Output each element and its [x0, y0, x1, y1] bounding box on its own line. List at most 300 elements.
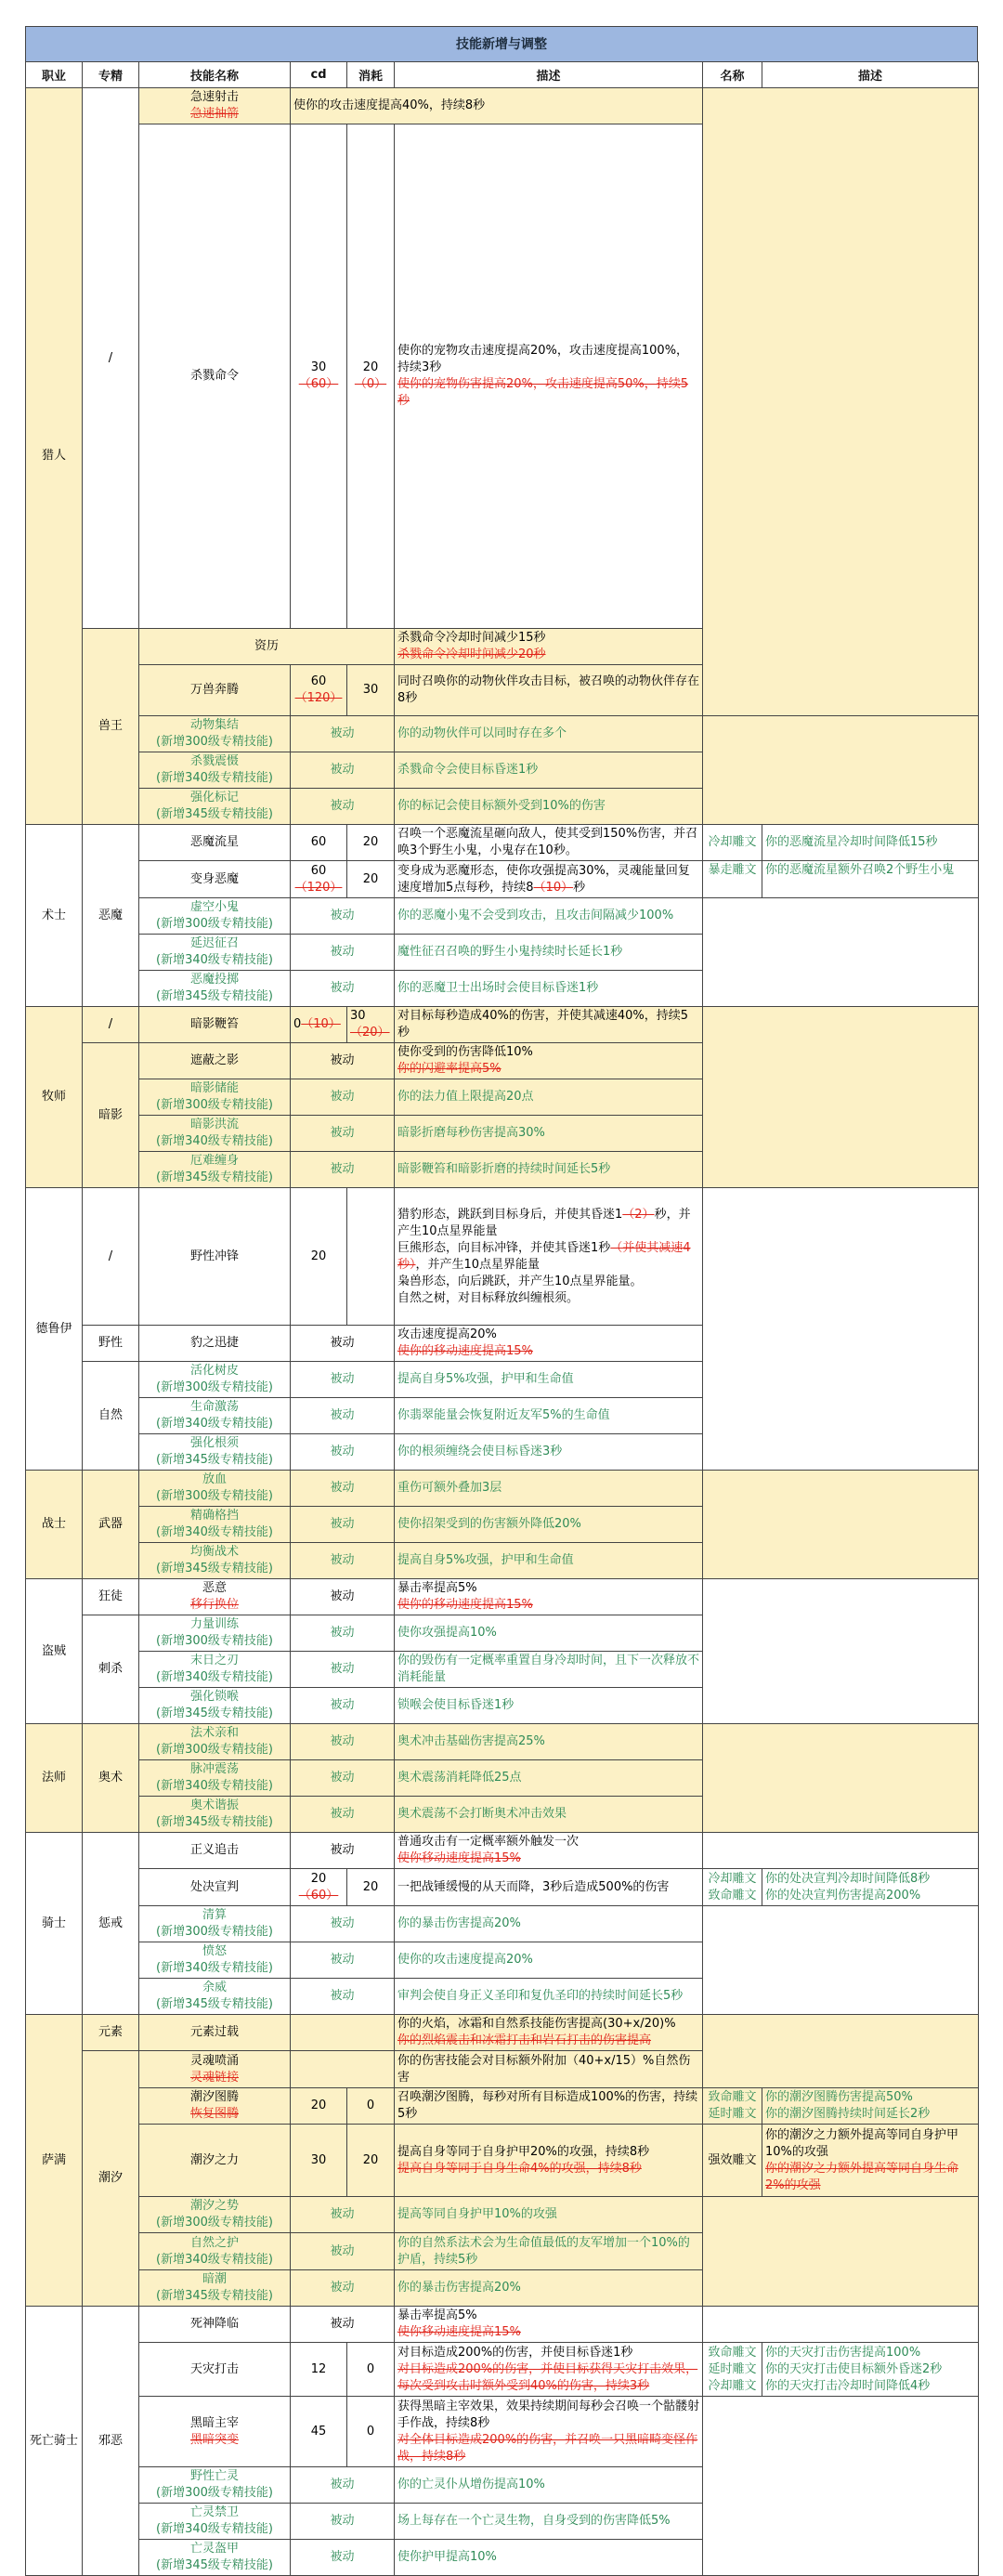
spec-cell: 邪恶 — [83, 2307, 139, 2576]
skill-name: 急速射击 — [189, 90, 239, 104]
cd-cell — [291, 665, 347, 716]
cost-cell — [347, 1188, 395, 1326]
skill-tag: (新增345级专精技能) — [156, 1815, 273, 1829]
glyph-name: 致命雕文 — [708, 2090, 757, 2104]
cd-old-value: （120） — [294, 880, 343, 895]
passive-cell: 被动 — [291, 2467, 395, 2504]
spec-cell: 惩戒 — [83, 1833, 139, 2015]
desc-text: 暴击率提高5% — [397, 2308, 477, 2322]
cd-cell — [291, 1007, 347, 1043]
desc-cell: 提高自身5%攻强，护甲和生命值 — [395, 1362, 703, 1398]
passive-cell: 被动 — [291, 935, 395, 971]
skill-name: 强化根须 — [189, 1436, 239, 1450]
passive-cell: 被动 — [291, 1543, 395, 1579]
desc-old-text: （2） — [622, 1207, 655, 1222]
skill-name-old: 移行换位 — [189, 1598, 239, 1612]
spec-cell: / — [83, 88, 139, 629]
skill-name-old: 恢复图腾 — [189, 2107, 239, 2121]
skill-cell — [139, 1942, 291, 1979]
skill-name: 清算 — [202, 1908, 227, 1922]
desc-cell — [395, 1579, 703, 1615]
passive-cell: 被动 — [291, 752, 395, 789]
skill-cell — [139, 752, 291, 789]
desc-cell: 同时召唤你的动物伙伴攻击目标，被召唤的动物伙伴存在8秒 — [395, 665, 703, 716]
spec-cell: 暗影 — [83, 1043, 139, 1188]
desc-old-text: （并使其减速4秒） — [397, 1240, 691, 1272]
skill-name: 活化树皮 — [189, 1364, 239, 1378]
desc-old-text: 你的烈焰震击和冰霜打击和岩石打击的伤害提高 — [397, 2033, 652, 2047]
skill-name: 暗潮 — [202, 2272, 227, 2286]
skill-name: 脉冲震荡 — [189, 1762, 239, 1776]
cd-cell: 20 — [291, 1188, 347, 1326]
skill-tag: (新增300级专精技能) — [156, 1634, 273, 1648]
desc-cell: 锁喉会使目标昏迷1秒 — [395, 1688, 703, 1724]
class-cell: 盗贼 — [26, 1579, 83, 1724]
passive-cell: 被动 — [291, 1152, 395, 1188]
skill-cell — [139, 1724, 291, 1760]
desc-line: 枭兽形态，向后跳跃，并产生10点星界能量。 — [397, 1274, 643, 1288]
spec-cell: 元素 — [83, 2015, 139, 2051]
skill-name: 厄难缠身 — [189, 1154, 239, 1168]
passive-cell: 被动 — [291, 2197, 395, 2233]
skill-name-old: 黑暗突变 — [189, 2432, 239, 2447]
desc-cell: 暗影鞭笞和暗影折磨的持续时间延长5秒 — [395, 1152, 703, 1188]
skill-cell — [139, 2233, 291, 2270]
header-class: 职业 — [26, 62, 83, 88]
desc-cell: 提高等同自身护甲10%的攻强 — [395, 2197, 703, 2233]
glyph-desc: 你的潮汐图腾持续时间延长2秒 — [765, 2107, 931, 2121]
cd-cell: 30 — [291, 2125, 347, 2197]
skill-name: 潮汐之势 — [189, 2199, 239, 2213]
spec-cell: 狂徒 — [83, 1579, 139, 1615]
desc-cell: 你的根须缠绕会使目标昏迷3秒 — [395, 1434, 703, 1471]
skill-cell — [139, 1979, 291, 2015]
header-cost: 消耗 — [347, 62, 395, 88]
glyph-name: 致命雕文 — [708, 2345, 757, 2360]
spec-cell: 恶魔 — [83, 825, 139, 1007]
skill-cell — [139, 2088, 291, 2125]
glyph-name: 致命雕文 — [708, 1888, 757, 1903]
glyph-name-cell — [703, 1869, 762, 1906]
desc-text: 使你的宠物攻击速度提高20%，攻击速度提高100%，持续3秒 — [397, 344, 689, 374]
skill-tag: (新增340级专精技能) — [156, 1134, 273, 1148]
empty-cell — [703, 2197, 979, 2307]
passive-cell: 被动 — [291, 2233, 395, 2270]
desc-cell — [395, 1188, 703, 1326]
empty-cell — [703, 898, 979, 1007]
passive-cell — [291, 2051, 395, 2088]
desc-cell — [395, 2125, 703, 2197]
desc-cell: 暗影折磨每秒伤害提高30% — [395, 1116, 703, 1152]
skill-tag: (新增345级专精技能) — [156, 1453, 273, 1467]
glyph-desc: 你的天灾打击使目标额外昏迷2秒 — [765, 2361, 943, 2376]
skill-cell — [139, 1760, 291, 1797]
glyph-name-cell — [703, 2088, 762, 2125]
desc-text: 提高自身等同于自身护甲20%的攻强，持续8秒 — [397, 2144, 650, 2159]
desc-line — [397, 1207, 699, 1240]
cost-value: 20 — [362, 360, 379, 374]
cost-cell: 30 — [347, 665, 395, 716]
cd-cell — [291, 124, 347, 629]
skill-name: 黑暗主宰 — [189, 2415, 239, 2430]
cost-cell — [347, 1007, 395, 1043]
glyph-name-cell: 冷却雕文 — [703, 825, 762, 861]
header-spec: 专精 — [83, 62, 139, 88]
desc-cell: 你的伤害技能会对目标额外附加（40+x/15）%自然伤害 — [395, 2051, 703, 2088]
skill-cell — [139, 2197, 291, 2233]
desc-cell — [395, 1833, 703, 1869]
spec-cell: 潮汐 — [83, 2051, 139, 2307]
skill-name: 生命激荡 — [189, 1400, 239, 1414]
class-cell: 骑士 — [26, 1833, 83, 2015]
table-row — [26, 88, 979, 124]
skill-cell — [139, 1079, 291, 1116]
table-row — [26, 1007, 979, 1043]
skill-tag: (新增345级专精技能) — [156, 1562, 273, 1576]
passive-cell: 被动 — [291, 1833, 395, 1869]
cost-cell: 20 — [347, 2125, 395, 2197]
class-cell: 牧师 — [26, 1007, 83, 1188]
skill-name: 恶意 — [202, 1581, 227, 1595]
glyph-desc-cell — [762, 2343, 979, 2397]
skill-cell — [139, 789, 291, 825]
glyph-name-cell: 强效雕文 — [703, 2125, 762, 2197]
glyph-desc-cell: 你的恶魔流星冷却时间降低15秒 — [762, 825, 979, 861]
empty-cell — [703, 1724, 979, 1833]
desc-cell: 提高自身5%攻强，护甲和生命值 — [395, 1543, 703, 1579]
glyph-desc-old: 你的潮汐之力额外提高等同自身生命2%的攻强 — [765, 2161, 959, 2192]
desc-cell: 使你攻强提高10% — [395, 1615, 703, 1652]
class-cell: 死亡骑士 — [26, 2307, 83, 2576]
passive-cell: 被动 — [291, 789, 395, 825]
skill-cell: 变身恶魔 — [139, 861, 291, 898]
skill-tag: (新增340级专精技能) — [156, 1525, 273, 1539]
skill-name: 暗影储能 — [189, 1081, 239, 1095]
desc-old-text: 杀戮命令冷却时间减少20秒 — [397, 647, 546, 661]
skill-name: 精确格挡 — [189, 1509, 239, 1523]
desc-cell: 场上每存在一个亡灵生物，自身受到的伤害降低5% — [395, 2504, 703, 2540]
glyph-name: 冷却雕文 — [708, 2378, 757, 2393]
skill-cell — [139, 1797, 291, 1833]
passive-cell: 被动 — [291, 1043, 395, 1079]
table-row — [26, 1869, 979, 1906]
desc-cell: 奥术震荡消耗降低25点 — [395, 1760, 703, 1797]
skill-tag: (新增340级专精技能) — [156, 1779, 273, 1793]
cost-cell: 20 — [347, 825, 395, 861]
skill-cell — [139, 1152, 291, 1188]
cd-old-value: （60） — [298, 377, 339, 391]
cd-cell — [291, 1869, 347, 1906]
desc-cell — [395, 124, 703, 629]
desc-cell — [395, 861, 703, 898]
cd-value: 60 — [310, 674, 327, 688]
skill-cell: 死神降临 — [139, 2307, 291, 2343]
table-row — [26, 2088, 979, 2125]
passive-cell: 被动 — [291, 1615, 395, 1652]
skill-cell — [139, 1615, 291, 1652]
cd-value: 20 — [310, 1871, 327, 1886]
desc-tail: ，并产生10点星界能量 — [415, 1257, 541, 1272]
skill-cell — [139, 1906, 291, 1942]
passive-cell: 被动 — [291, 1652, 395, 1688]
passive-cell: 被动 — [291, 898, 395, 935]
desc-cell: 奥术震荡不会打断奥术冲击效果 — [395, 1797, 703, 1833]
cd-old-value: （120） — [294, 691, 343, 705]
passive-cell: 被动 — [291, 2540, 395, 2576]
passive-cell: 被动 — [291, 1797, 395, 1833]
desc-cell: 使你招架受到的伤害额外降低20% — [395, 1507, 703, 1543]
skill-tag: (新增300级专精技能) — [156, 1925, 273, 1939]
glyph-desc-cell: 你的恶魔流星额外召唤2个野生小鬼 — [762, 861, 979, 898]
class-cell: 术士 — [26, 825, 83, 1007]
desc-cell: 使你的攻击速度提高20% — [395, 1942, 703, 1979]
skill-table-container — [25, 26, 978, 2576]
skill-name: 恶魔投掷 — [189, 973, 239, 987]
desc-cell — [395, 2343, 703, 2397]
desc-old-text: 使你的移动速度提高15% — [397, 1344, 533, 1358]
glyph-desc: 你的潮汐之力额外提高等同自身护甲10%的攻强 — [765, 2127, 959, 2159]
skill-cell — [139, 2504, 291, 2540]
passive-cell: 被动 — [291, 1760, 395, 1797]
desc-cell: 你的毁伤有一定概率重置自身冷却时间，且下一次释放不消耗能量 — [395, 1652, 703, 1688]
spec-cell: 刺杀 — [83, 1615, 139, 1724]
glyph-name-cell — [703, 2343, 762, 2397]
spec-cell: / — [83, 1188, 139, 1326]
skill-cell — [139, 1398, 291, 1434]
desc-text: 使你受到的伤害降低10% — [397, 1045, 533, 1059]
cost-old-value: （0） — [354, 377, 387, 391]
passive-cell: 被动 — [291, 1906, 395, 1942]
desc-cell: 一把战锤缓慢的从天而降，3秒后造成500%的伤害 — [395, 1869, 703, 1906]
skill-cell: 资历 — [139, 629, 395, 665]
skill-tag: (新增345级专精技能) — [156, 1170, 273, 1184]
table-row — [26, 898, 979, 935]
skill-cell: 遮蔽之影 — [139, 1043, 291, 1079]
skill-tag: (新增340级专精技能) — [156, 1670, 273, 1684]
table-row — [26, 825, 979, 861]
skill-name: 放血 — [202, 1472, 227, 1486]
passive-cell: 被动 — [291, 971, 395, 1007]
skill-tag: (新增300级专精技能) — [156, 2216, 273, 2229]
skill-table — [25, 61, 979, 2576]
table-row — [26, 1724, 979, 1760]
header-glyph-name: 名称 — [703, 62, 762, 88]
skill-cell: 万兽奔腾 — [139, 665, 291, 716]
desc-line: 自然之树，对目标释放纠缠根须。 — [397, 1290, 580, 1305]
spec-cell: 武器 — [83, 1471, 139, 1579]
glyph-desc: 你的天灾打击伤害提高100% — [765, 2345, 921, 2360]
empty-cell — [703, 1007, 979, 1188]
skill-name: 暗影洪流 — [189, 1118, 239, 1131]
desc-cell: 召唤一个恶魔流星砸向敌人，使其受到150%伤害，并召唤3个野生小鬼，小鬼存在10秒。 — [395, 825, 703, 861]
desc-old-text: 对全体目标造成200%的伤害，并召唤一只黑暗畸变怪作战，持续8秒 — [397, 2432, 698, 2464]
empty-cell — [703, 716, 979, 825]
skill-tag: (新增300级专精技能) — [156, 735, 273, 749]
class-cell: 法师 — [26, 1724, 83, 1833]
desc-cell: 对目标每秒造成40%的伤害，并使其减速40%，持续5秒 — [395, 1007, 703, 1043]
desc-cell: 使你护甲提高10% — [395, 2540, 703, 2576]
desc-line — [397, 1240, 699, 1274]
skill-name: 法术亲和 — [189, 1726, 239, 1740]
cost-cell: 0 — [347, 2088, 395, 2125]
glyph-name-cell: 暴走雕文 — [703, 861, 762, 898]
skill-tag: (新增345级专精技能) — [156, 1706, 273, 1720]
skill-cell — [139, 88, 291, 124]
spec-cell: 自然 — [83, 1362, 139, 1471]
skill-cell — [139, 2540, 291, 2576]
cost-cell — [347, 124, 395, 629]
desc-old-text: 使你的宠物伤害提高20%，攻击速度提高50%，持续5秒 — [397, 377, 689, 408]
cd-old-value: （10） — [301, 1017, 341, 1031]
cd-cell: 20 — [291, 2088, 347, 2125]
empty-cell — [703, 1471, 979, 1579]
skill-cell — [139, 716, 291, 752]
header-skill: 技能名称 — [139, 62, 291, 88]
table-row — [26, 2307, 979, 2343]
skill-name: 亡灵盔甲 — [189, 2542, 239, 2556]
skill-name: 自然之护 — [189, 2235, 239, 2250]
skill-name: 强化锁喉 — [189, 1690, 239, 1704]
desc-cell: 召唤潮汐图腾，每秒对所有目标造成100%的伤害，持续5秒 — [395, 2088, 703, 2125]
desc-cell — [395, 1043, 703, 1079]
desc-cell: 你的亡灵仆从增伤提高10% — [395, 2467, 703, 2504]
glyph-name: 冷却雕文 — [708, 1871, 757, 1886]
glyph-desc: 你的处决宣判伤害提高200% — [765, 1888, 921, 1903]
desc-old-text: 对目标造成200%的伤害，并使目标获得天灾打击效果，每次受到攻击时额外受到40%的伤害，持续3秒 — [397, 2361, 698, 2393]
skill-tag: (新增340级专精技能) — [156, 953, 273, 967]
desc-cell: 你的动物伙伴可以同时存在多个 — [395, 716, 703, 752]
skill-cell: 元素过载 — [139, 2015, 291, 2051]
passive-cell: 被动 — [291, 2504, 395, 2540]
skill-name: 余威 — [202, 1981, 227, 1994]
skill-cell — [139, 971, 291, 1007]
desc-cell — [395, 629, 703, 665]
skill-tag: (新增340级专精技能) — [156, 2252, 273, 2267]
glyph-desc-cell — [762, 2088, 979, 2125]
skill-tag: (新增340级专精技能) — [156, 2522, 273, 2536]
desc-cell: 你的暴击伤害提高20% — [395, 1906, 703, 1942]
skill-cell: 杀戮命令 — [139, 124, 291, 629]
skill-cell — [139, 935, 291, 971]
desc-old-text: 使你移动速度提高15% — [397, 2325, 521, 2339]
desc-cell: 使你的攻击速度提高40%，持续8秒 — [291, 88, 703, 124]
skill-tag: (新增345级专精技能) — [156, 1997, 273, 2011]
empty-cell — [703, 2015, 979, 2088]
desc-text: 杀戮命令冷却时间减少15秒 — [397, 631, 546, 645]
class-cell: 萨满 — [26, 2015, 83, 2307]
skill-tag: (新增300级专精技能) — [156, 1380, 273, 1394]
spec-cell: / — [83, 1007, 139, 1043]
glyph-desc: 你的处决宣判冷却时间降低8秒 — [765, 1871, 931, 1886]
empty-cell — [703, 1579, 979, 1724]
passive-cell: 被动 — [291, 2270, 395, 2307]
table-row — [26, 1906, 979, 1942]
class-cell: 战士 — [26, 1471, 83, 1579]
table-row — [26, 2125, 979, 2197]
desc-cell: 你的自然系法术会为生命值最低的友军增加一个10%的护盾，持续5秒 — [395, 2233, 703, 2270]
desc-text: 猎豹形态，跳跃到目标身后，并使其昏迷1 — [397, 1207, 623, 1222]
cd-cell: 45 — [291, 2397, 347, 2467]
cd-value: 0 — [293, 1017, 302, 1031]
desc-text: 普通攻击有一定概率额外触发一次 — [397, 1835, 580, 1849]
class-cell: 德鲁伊 — [26, 1188, 83, 1471]
desc-cell: 审判会使自身正义圣印和复仇圣印的持续时间延长5秒 — [395, 1979, 703, 2015]
skill-cell: 天灾打击 — [139, 2343, 291, 2397]
skill-cell: 恶魔流星 — [139, 825, 291, 861]
cost-cell: 0 — [347, 2343, 395, 2397]
table-row — [26, 2015, 979, 2051]
skill-tag: (新增340级专精技能) — [156, 1417, 273, 1431]
skill-cell: 潮汐之力 — [139, 2125, 291, 2197]
desc-old-text: 提高自身等同于自身生命4%的攻强，持续8秒 — [397, 2161, 642, 2176]
passive-cell: 被动 — [291, 1471, 395, 1507]
skill-name-old: 急速抽箭 — [189, 107, 239, 121]
skill-name: 动物集结 — [189, 718, 239, 732]
skill-name: 潮汐图腾 — [189, 2090, 239, 2104]
desc-text: 获得黑暗主宰效果，效果持续期间每秒会召唤一个骷髅射手作战，持续8秒 — [397, 2399, 700, 2430]
desc-old-text: （10） — [533, 880, 574, 895]
skill-cell — [139, 1362, 291, 1398]
skill-cell — [139, 2051, 291, 2088]
cost-cell: 20 — [347, 861, 395, 898]
desc-cell: 杀戮命令会使目标昏迷1秒 — [395, 752, 703, 789]
passive-cell: 被动 — [291, 716, 395, 752]
desc-cell: 你的标记会使目标额外受到10%的伤害 — [395, 789, 703, 825]
skill-name: 力量训练 — [189, 1617, 239, 1631]
desc-text: 你的火焰，冰霜和自然系技能伤害提高(30+x/20)% — [397, 2017, 676, 2031]
desc-cell: 你翡翠能量会恢复附近友军5%的生命值 — [395, 1398, 703, 1434]
skill-cell — [139, 1579, 291, 1615]
skill-cell — [139, 1434, 291, 1471]
desc-old-text: 使你移动速度提高15% — [397, 1851, 521, 1865]
skill-cell: 处决宣判 — [139, 1869, 291, 1906]
skill-cell — [139, 2270, 291, 2307]
skill-tag: (新增345级专精技能) — [156, 2558, 273, 2572]
cost-old-value: （20） — [350, 1026, 390, 1040]
desc-text: 巨熊形态，向目标冲锋，并使其昏迷1秒 — [397, 1240, 611, 1255]
header-cd: cd — [291, 62, 347, 88]
cost-value: 30 — [350, 1009, 366, 1023]
desc-old-text: 使你的移动速度提高15% — [397, 1598, 533, 1612]
passive-cell: 被动 — [291, 1579, 395, 1615]
skill-cell — [139, 1543, 291, 1579]
skill-cell: 暗影鞭笞 — [139, 1007, 291, 1043]
skill-tag: (新增300级专精技能) — [156, 1098, 273, 1112]
skill-tag: (新增300级专精技能) — [156, 1743, 273, 1757]
desc-cell — [395, 2307, 703, 2343]
skill-name: 灵魂喷涌 — [189, 2053, 239, 2068]
skill-tag: (新增345级专精技能) — [156, 989, 273, 1003]
cd-value: 30 — [310, 360, 327, 374]
skill-name-old: 灵魂链接 — [189, 2070, 239, 2085]
empty-cell — [703, 88, 979, 716]
skill-cell — [139, 1688, 291, 1724]
empty-cell — [703, 1833, 979, 1869]
skill-cell: 野性冲锋 — [139, 1188, 291, 1326]
desc-cell: 你的恶魔卫士出场时会使目标昏迷1秒 — [395, 971, 703, 1007]
skill-cell: 豹之迅捷 — [139, 1326, 291, 1362]
skill-name: 奥术谐振 — [189, 1798, 239, 1812]
skill-name: 虚空小鬼 — [189, 900, 239, 914]
desc-cell: 重伤可额外叠加3层 — [395, 1471, 703, 1507]
table-row — [26, 2197, 979, 2233]
skill-name: 延迟征召 — [189, 936, 239, 950]
class-cell: 猎人 — [26, 88, 83, 825]
desc-cell: 你的恶魔小鬼不会受到攻击，且攻击间隔减少100% — [395, 898, 703, 935]
skill-cell — [139, 1507, 291, 1543]
desc-tail: 秒 — [573, 880, 586, 895]
desc-cell — [395, 2015, 703, 2051]
